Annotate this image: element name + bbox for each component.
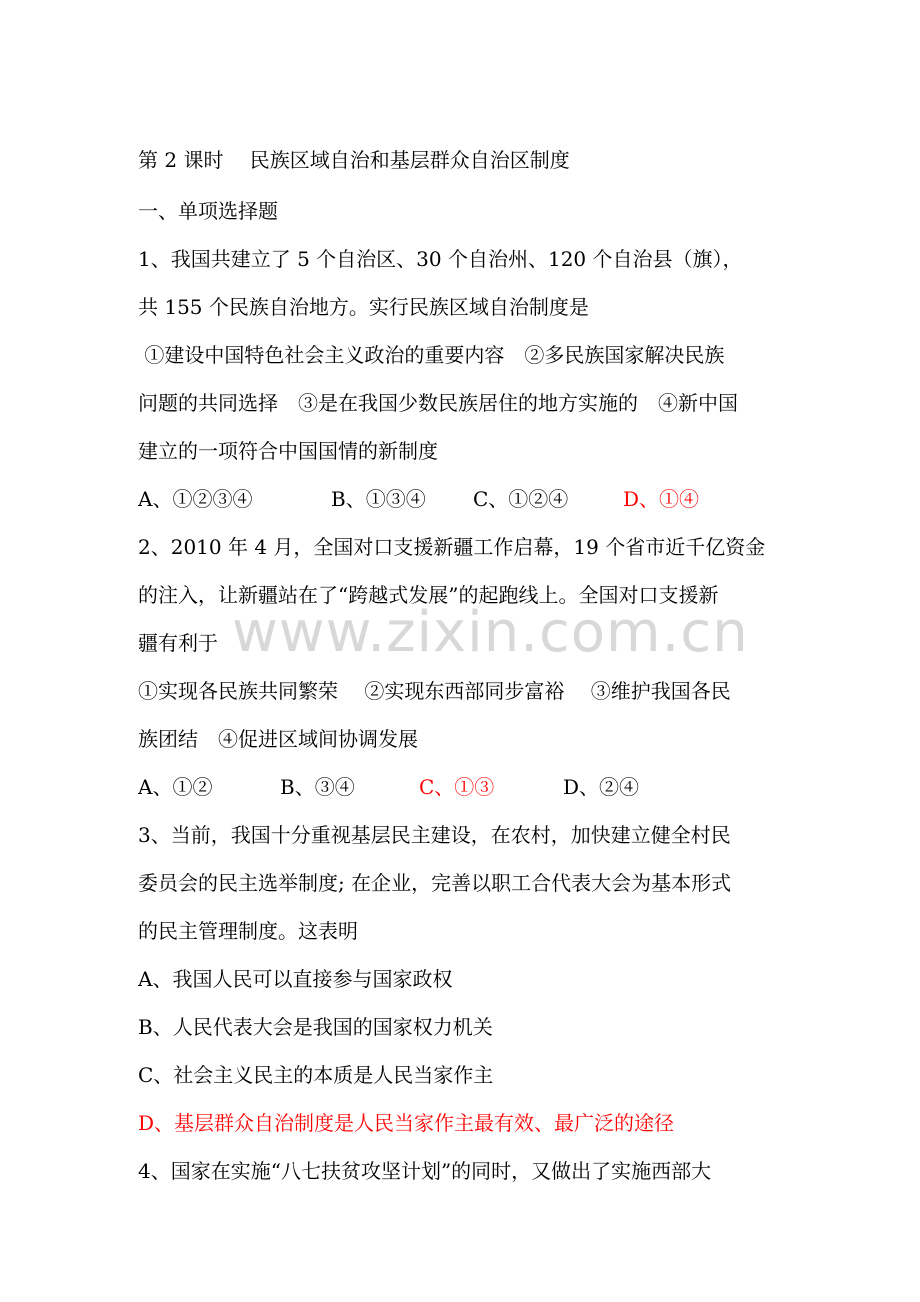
q2-stem-line-4: ①实现各民族共同繁荣 ②实现东西部同步富裕 ③维护我国各民 (138, 679, 731, 703)
q1-option-d-answer: D、①④ (623, 487, 700, 511)
q3-option-c: C、社会主义民主的本质是人民当家作主 (138, 1063, 494, 1087)
q1-stem-line-3: ①建设中国特色社会主义政治的重要内容 ②多民族国家解决民族 (138, 343, 725, 367)
q1-option-b: B、①③④ (331, 487, 426, 511)
q3-stem-line-1: 3、当前，我国十分重视基层民主建设，在农村，加快建立健全村民 (138, 823, 731, 847)
q1-option-c: C、①②④ (473, 487, 569, 511)
watermark-text: www.zixin.com.cn (232, 600, 749, 665)
q3-stem-line-2: 委员会的民主选举制度; 在企业，完善以职工合代表大会为基本形式 (138, 871, 732, 895)
q3-option-a: A、我国人民可以直接参与国家政权 (138, 967, 453, 991)
q2-option-a: A、①② (138, 775, 213, 799)
q2-option-b: B、③④ (280, 775, 355, 799)
q1-stem-line-2: 共 155 个民族自治地方。实行民族区域自治制度是 (138, 295, 589, 319)
q3-option-d-answer: D、基层群众自治制度是人民当家作主最有效、最广泛的途径 (138, 1111, 675, 1135)
q4-stem-line-1: 4、国家在实施“八七扶贫攻坚计划”的同时，又做出了实施西部大 (138, 1159, 712, 1183)
q3-stem-line-3: 的民主管理制度。这表明 (138, 919, 358, 943)
lesson-title: 第 2 课时 民族区域自治和基层群众自治区制度 (138, 148, 570, 172)
q2-stem-line-1: 2、2010 年 4 月，全国对口支援新疆工作启幕，19 个省市近千亿资金 (138, 535, 766, 559)
q1-stem-line-4: 问题的共同选择 ③是在我国少数民族居住的地方实施的 ④新中国 (138, 391, 738, 415)
section-heading: 一、单项选择题 (138, 199, 278, 223)
q1-option-a: A、①②③④ (138, 487, 253, 511)
q2-stem-line-2: 的注入，让新疆站在了“跨越式发展”的起跑线上。全国对口支援新 (138, 583, 719, 607)
q2-option-c-answer: C、①③ (419, 775, 495, 799)
q1-stem-line-5: 建立的一项符合中国国情的新制度 (138, 439, 438, 463)
q1-stem-line-1: 1、我国共建立了 5 个自治区、30 个自治州、120 个自治县（旗）， (138, 247, 743, 271)
q3-option-b: B、人民代表大会是我国的国家权力机关 (138, 1015, 493, 1039)
q2-stem-line-5: 族团结 ④促进区域间协调发展 (138, 727, 418, 751)
q2-option-d: D、②④ (563, 775, 640, 799)
q2-stem-line-3: 疆有利于 (138, 631, 218, 655)
